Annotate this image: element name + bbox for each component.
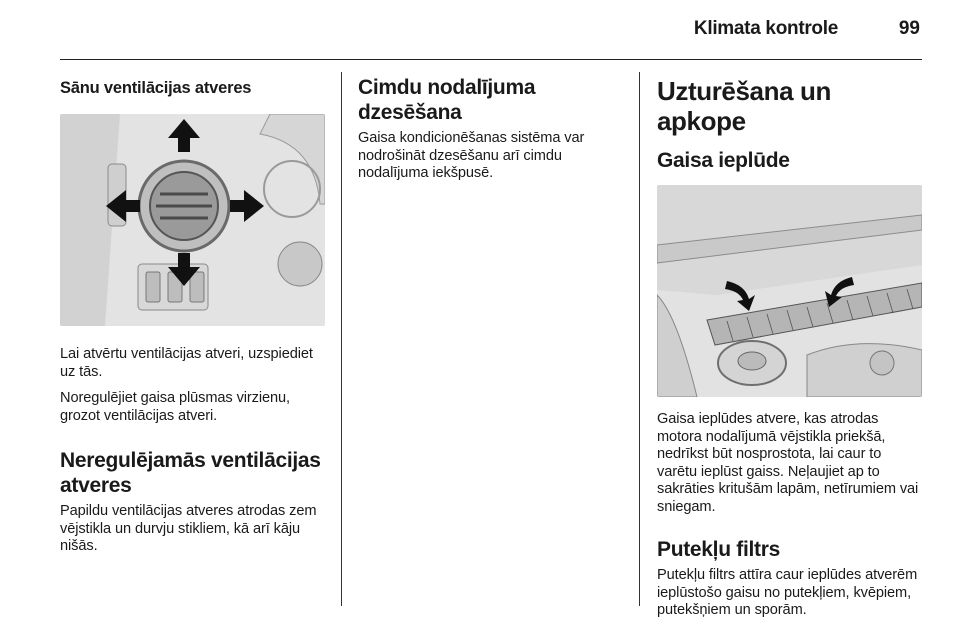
paragraph: Putekļu filtrs attīra caur ieplūdes atverēm ieplūstošo gaisu no putekļiem, kvēpiem, putekšņiem un sporām. [657, 567, 918, 618]
column-glovebox-cooling [358, 70, 623, 183]
paragraph: Gaisa kondicionēšanas sistēma var nodrošināt dzesēšanu arī cimdu nodalījuma iekšpusē. [358, 130, 585, 181]
column-divider [341, 72, 342, 606]
air-inlet-figure [657, 185, 922, 397]
paragraph: Noregulējiet gaisa plūsmas virzienu, grozot ventilācijas atveri. [60, 390, 291, 424]
section-heading-fixed-vents: Neregulējamās ventilācijas atveres [60, 449, 321, 497]
section-heading-side-vents: Sānu ventilācijas atveres [60, 79, 252, 97]
chapter-heading-maintenance: Uzturēšana un apkope [657, 76, 831, 136]
side-vent-adjust-illustration [60, 114, 325, 326]
column-divider [639, 72, 640, 606]
page-title: Klimata kontrole [693, 18, 838, 39]
column-side-vents [60, 70, 325, 556]
side-vent-figure [60, 114, 325, 326]
page-header [60, 0, 922, 60]
section-heading-glovebox-cooling: Cimdu nodalījuma dzesēšana [358, 76, 536, 124]
paragraph: Lai atvērtu ventilācijas atveri, uzspiediet uz tās. [60, 346, 313, 380]
page-number: 99 [898, 18, 920, 39]
paragraph: Papildu ventilācijas atveres atrodas zem vējstikla un durvju stikliem, kā arī kāju nišās. [60, 503, 317, 554]
paragraph: Gaisa ieplūdes atvere, kas atrodas motora nodalījumā vējstikla priekšā, nedrīkst būt nosprostota, lai caur to varētu ieplūst gaiss. Neļaujiet ap to sakrāties kritušām lapām, netīrumiem vai sniegam. [657, 411, 919, 515]
air-inlet-illustration [657, 185, 922, 397]
section-heading-air-inlet: Gaisa ieplūde [657, 149, 790, 172]
section-heading-pollen-filter: Putekļu filtrs [657, 538, 780, 561]
column-maintenance [657, 70, 922, 620]
